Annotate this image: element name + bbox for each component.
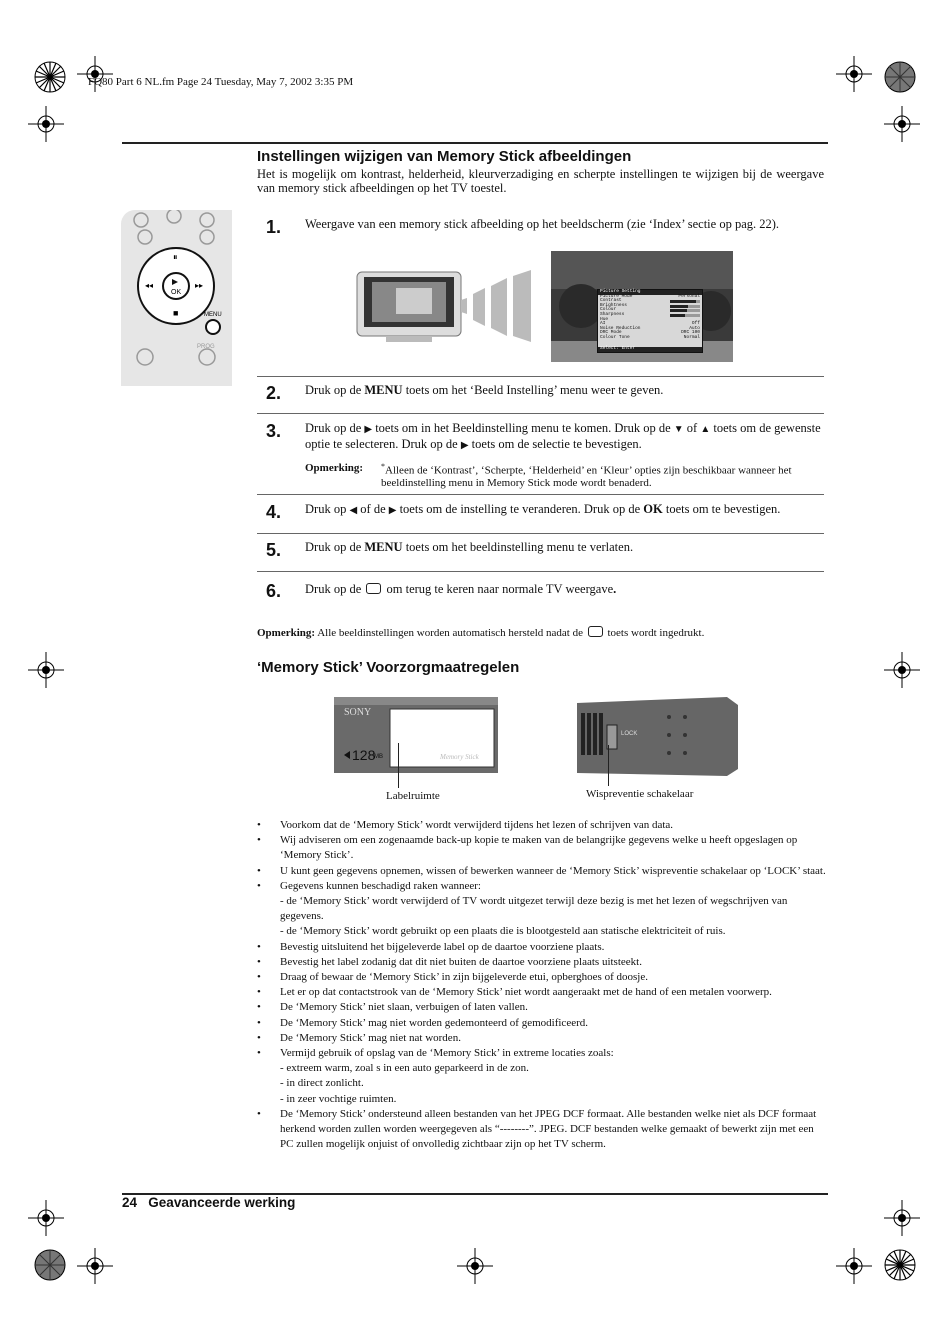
svg-text:⏸: ⏸: [173, 252, 178, 262]
tv-menu-row: Noise Reduction Auto: [600, 325, 700, 331]
step-text: Druk op de ▶ toets om in het Beeldinstelling menu te komen. Druk op de ▼ of ▲ toets om de gewenste optie te selecteren. Druk op de ▶ toets om de selectie te bevestigen.: [305, 421, 821, 451]
arrow-left-icon: ◀: [349, 505, 358, 516]
list-item: • De ‘Memory Stick’ ondersteund alleen bestanden van het JPEG DCF formaat. Alle bestanden welke niet als DCF formaat herkend worden zullen worden weergegeven als “--------”. JPEG. DCF bestanden welke gemaakt of bewerkt zijn met een PC zullen mogelijk onjuist of onvolledig zichtbaar zijn op het TV scherm.: [257, 1107, 827, 1153]
tv-menu-level-bar: [670, 305, 700, 308]
svg-text:▸▸: ▸▸: [195, 281, 204, 290]
list-item: • De ‘Memory Stick’ niet slaan, verbuigen of laten vallen.: [257, 1000, 827, 1015]
registration-wheel-icon: [884, 1249, 916, 1281]
list-item: • Bevestig het label zodanig dat dit niet buiten de daartoe voorziene plaats uitsteekt.: [257, 955, 827, 970]
step-number: 3.: [266, 421, 282, 441]
footer-section: Geavanceerde werking: [148, 1195, 296, 1210]
remote-menu-label: MENU: [204, 312, 222, 318]
crop-mark-left-mid: [28, 652, 64, 688]
step-text: Weergave van een memory stick afbeelding op het beeldscherm (zie ‘Index’ sectie op pag. 22).: [305, 217, 780, 231]
tv-menu-row: Brightness: [598, 304, 702, 309]
menu-key: MENU: [364, 540, 403, 554]
tv-screen-photo: [551, 251, 733, 362]
tv-menu-row: Picture Mode Personal: [600, 293, 700, 299]
list-subitem: - in zeer vochtige ruimten.: [280, 1092, 397, 1105]
zoom-rays-illustration: [455, 270, 535, 342]
step-divider: [257, 413, 824, 414]
step3-note-label: Opmerking:: [305, 462, 364, 474]
list-subitem: - de ‘Memory Stick’ wordt verwijderd of TV wordt uitgezet terwijl deze bezig is met het lezen of wegschrijven van gegevens.: [280, 895, 788, 923]
section-title: Instellingen wijzigen van Memory Stick afbeeldingen: [257, 148, 632, 165]
arrow-down-icon: ▼: [673, 424, 684, 435]
file-header: FQ80 Part 6 NL.fm Page 24 Tuesday, May 7, 2002 3:35 PM: [88, 76, 354, 88]
registration-wheel-icon: [34, 61, 66, 93]
memory-stick-front-illustration: [334, 697, 498, 773]
tv-menu-row: Contrast: [598, 299, 702, 304]
step-divider: [257, 376, 824, 377]
menu-key: MENU: [364, 383, 403, 397]
crop-mark-bl: [28, 1200, 64, 1236]
tv-menu-row: Colour: [598, 308, 702, 313]
list-item: • U kunt geen gegevens opnemen, wissen of bewerken wanneer de ‘Memory Stick’ wispreventie schakelaar op ‘LOCK’ staat.: [257, 864, 827, 879]
remote-control-illustration: [121, 210, 232, 386]
tv-menu-title: Picture Setting: [598, 290, 702, 295]
write-protect-caption: Wispreventie schakelaar: [586, 788, 694, 800]
svg-text:■: ■: [173, 308, 179, 318]
crop-mark-tr: [836, 56, 872, 92]
write-protect-leader: [608, 745, 609, 786]
registration-wheel-icon: [34, 1249, 66, 1281]
tv-menu-row: DRC Mode DRC 100: [600, 330, 700, 336]
section-intro: Het is mogelijk om kontrast, helderheid, kleurverzadiging en scherpte instellingen te wijzigen bij de weergave van memory stick afbeeldingen op het TV toestel.: [257, 167, 824, 195]
list-item: • Wij adviseren om een zogenaamde back-up kopie te maken van de belangrijke gegevens welke u heeft opgeslagen op ‘Memory Stick’.: [257, 833, 827, 863]
tv-menu-level-bar: [670, 309, 700, 312]
step-number: 5.: [266, 540, 282, 560]
step-text: Druk op de MENU toets om het beeldinstelling menu te verlaten.: [305, 540, 634, 554]
list-item: • Draag of bewaar de ‘Memory Stick’ in zijn bijgeleverde etui, opberghoes of doosje.: [257, 970, 827, 985]
crop-mark-bl2: [77, 1248, 113, 1284]
tv-set-illustration: [356, 271, 462, 343]
registration-wheel-icon: [884, 61, 916, 93]
general-note: Opmerking: Alle beeldinstellingen worden automatisch hersteld nadat de toets wordt ingedrukt.: [257, 627, 705, 639]
label-area-caption: Labelruimte: [386, 790, 440, 802]
arrow-right-icon: ▶: [364, 424, 373, 435]
crop-mark-br: [884, 1200, 920, 1236]
tv-menu-row: Hue: [600, 316, 609, 322]
crop-mark-bc: [457, 1248, 493, 1284]
tv-menu-row: Colour Tone Normal: [600, 334, 700, 340]
remote-ok-label: OK: [171, 289, 182, 296]
list-item: • Bevestig uitsluitend het bijgeleverde label op de daartoe voorziene plaats.: [257, 940, 827, 955]
page-number: 24: [122, 1195, 138, 1210]
tv-button-icon: [366, 583, 381, 594]
arrow-up-icon: ▲: [700, 424, 711, 435]
page-footer: [122, 1195, 295, 1210]
list-subitem: - in direct zonlicht.: [280, 1077, 364, 1090]
step-divider: [257, 494, 824, 495]
svg-text:◂◂: ◂◂: [145, 281, 154, 290]
step-number: 4.: [266, 502, 282, 522]
crop-mark-mr: [884, 106, 920, 142]
list-subitem: - de ‘Memory Stick’ wordt gebruikt op een plaats die is blootgesteld aan statische elektriciteit of ruis.: [280, 925, 726, 938]
stick-logo: Memory Stick: [440, 753, 479, 761]
tv-menu-row: AI Off: [600, 321, 700, 327]
tv-menu-footer: Select: Enter: [598, 347, 702, 352]
stick-brand: SONY: [344, 707, 372, 718]
list-item: • Gegevens kunnen beschadigd raken wanneer: - de ‘Memory Stick’ wordt verwijderd of TV wordt uitgezet terwijl deze bezig is met het lezen of wegschrijven van gegevens. - de ‘Memory Stick’ wordt gebruikt op een plaats die is blootgesteld aan statische elektriciteit of ruis.: [257, 879, 827, 940]
list-item: • Voorkom dat de ‘Memory Stick’ wordt verwijderd tijdens het lezen of schrijven van data.: [257, 818, 827, 833]
step3-note-text: *Alleen de ‘Kontrast’, ‘Scherpte, ‘Helderheid’ en ‘Kleur’ opties zijn beschikbaar wanneer het beeldinstelling menu in Memory Stick mode wordt benaderd.: [381, 462, 792, 489]
crop-mark-ml: [28, 106, 64, 142]
list-item: • Let er op dat contactstrook van de ‘Memory Stick’ niet wordt aangeraakt met de hand of een metalen voorwerp.: [257, 985, 827, 1000]
step-text: Druk op ◀ of de ▶ toets om de instelling te veranderen. Druk op de OK toets om te bevestigen.: [305, 502, 781, 516]
label-area-leader: [398, 743, 399, 788]
tv-menu-level-bar: [670, 300, 700, 303]
list-subitem: - extreem warm, zoal s in een auto geparkeerd in de zon.: [280, 1062, 529, 1075]
arrow-right-icon: ▶: [460, 440, 469, 451]
step-divider: [257, 533, 824, 534]
step-number: 2.: [266, 383, 282, 403]
stick-capacity: 128: [352, 747, 376, 763]
ok-key: OK: [643, 502, 663, 516]
list-item: • Vermijd gebruik of opslag van de ‘Memory Stick’ in extreme locaties zoals: - extreem warm, zoal s in een auto geparkeerd in de zon. - in direct zonlicht. - in zeer vochtige ruimten.: [257, 1046, 827, 1107]
tv-button-icon: [588, 626, 603, 637]
step-text: Druk op de MENU toets om het ‘Beeld Instelling’ menu weer te geven.: [305, 383, 664, 397]
lock-label: LOCK: [621, 731, 638, 737]
memory-stick-back-illustration: [577, 697, 738, 776]
stick-unit: MB: [374, 754, 383, 760]
list-item: • De ‘Memory Stick’ mag niet nat worden.: [257, 1031, 827, 1046]
section2-title: ‘Memory Stick’ Voorzorgmaatregelen: [257, 659, 520, 676]
tv-menu-list: [598, 295, 702, 341]
list-item: • De ‘Memory Stick’ mag niet worden gedemonteerd of gemodificeerd.: [257, 1016, 827, 1031]
arrow-right-icon: ▶: [388, 505, 397, 516]
remote-prog-label: PROG: [197, 344, 215, 350]
step-text: Druk op de om terug te keren naar normale TV weergave.: [305, 582, 617, 596]
tv-menu-level-bar: [670, 314, 700, 317]
step-number: 6.: [266, 581, 282, 601]
top-rule: [122, 142, 828, 144]
step-number: 1.: [266, 217, 282, 237]
step-divider: [257, 571, 824, 572]
precautions-list: [257, 818, 827, 1152]
crop-mark-right-mid: [884, 652, 920, 688]
crop-mark-br2: [836, 1248, 872, 1284]
tv-menu-row: Sharpness: [598, 313, 702, 318]
